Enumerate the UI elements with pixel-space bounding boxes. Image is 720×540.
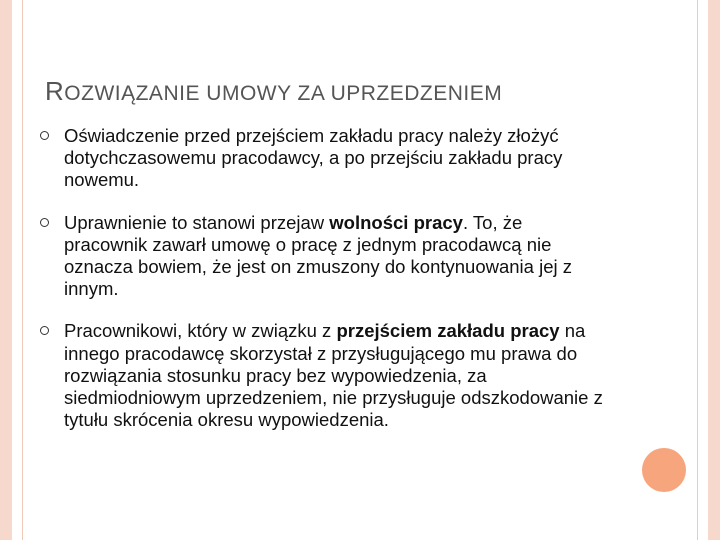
bullet-3-part-1: Pracownikowi, który w związku z [64, 320, 337, 342]
bullet-circle-icon [40, 326, 49, 335]
bullet-2-part-1: Uprawnienie to stanowi przejaw [64, 211, 330, 233]
bullet-1-part-1: Oświadczenie przed przejściem zakładu pracy należy złożyć dotychczasowemu pracodawcy, a po przejściu zakładu pracy nowemu. [64, 125, 563, 191]
bullet-list [40, 125, 650, 451]
bullet-3-part-3: na innego pracodawcę skorzystał z przysługującego mu prawa do rozwiązania stosunku pracy bez wypowiedzenia, za siedmiodniowym uprzedzeniem, nie przysługuje odszkodowanie z tytułu skrócenia okresu wypowiedzenia. [64, 320, 603, 431]
list-item [40, 320, 650, 431]
bullet-text [64, 212, 609, 301]
bullet-2-bold: wolności pracy [329, 211, 463, 233]
decorative-circle [642, 448, 686, 492]
bullet-circle-icon [40, 131, 49, 140]
list-item [40, 212, 650, 301]
list-item [40, 125, 650, 192]
bullet-2-part-3: . To, że pracownik zawarł umowę o pracę z jednym pracodawcą nie oznacza bowiem, że jest on zmuszony do kontynuowania jej z innym. [64, 211, 572, 300]
title-rest: OZWIĄZANIE UMOWY ZA UPRZEDZENIEM [64, 82, 503, 105]
title-initial: R [45, 76, 65, 106]
bullet-3-bold: przejściem zakładu pracy [336, 320, 560, 342]
bullet-text [64, 320, 609, 431]
bullet-text [64, 125, 609, 192]
slide-title [45, 76, 665, 107]
bullet-circle-icon [40, 218, 49, 227]
